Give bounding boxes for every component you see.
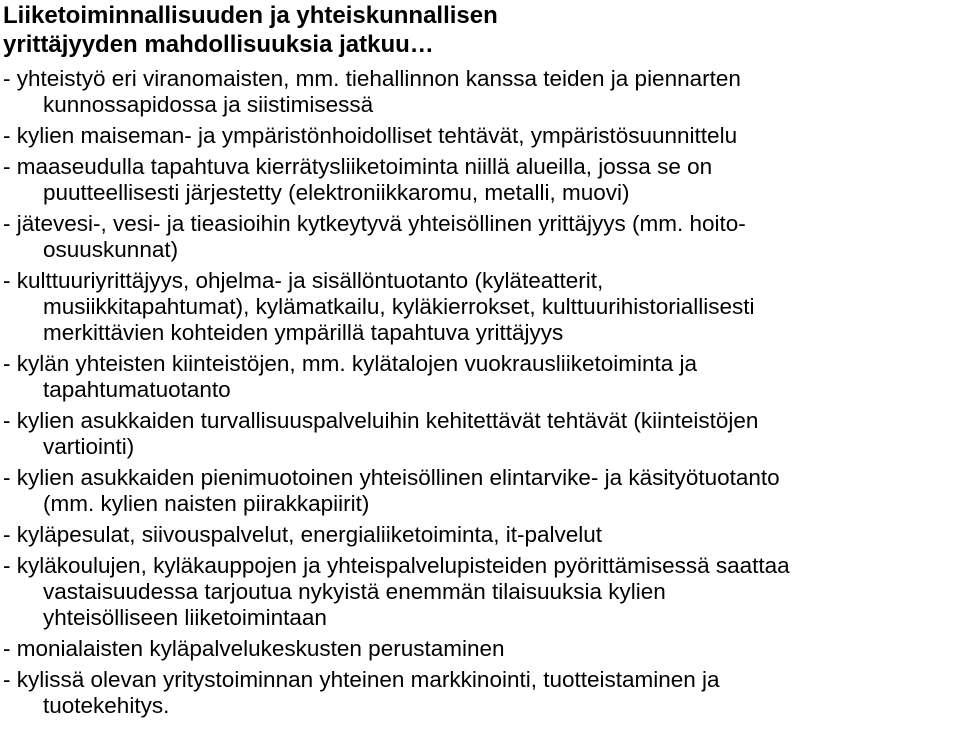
bullet-line: yhteisölliseen liiketoimintaan <box>43 605 327 630</box>
bullet-list <box>3 66 958 724</box>
bullet-item <box>3 211 958 263</box>
bullet-line: (mm. kylien naisten piirakkapiirit) <box>43 491 370 516</box>
bullet-line: - kylien asukkaiden turvallisuuspalveluihin kehitettävät tehtävät (kiinteistöjen <box>3 408 759 433</box>
bullet-item <box>3 268 958 346</box>
bullet-line: tuotekehitys. <box>43 693 170 718</box>
bullet-line: puutteellisesti järjestetty (elektroniikkaromu, metalli, muovi) <box>43 180 630 205</box>
bullet-line: - yhteistyö eri viranomaisten, mm. tiehallinnon kanssa teiden ja piennarten <box>3 66 741 91</box>
bullet-line: - kulttuuriyrittäjyys, ohjelma- ja sisällöntuotanto (kyläteatterit, <box>3 268 604 293</box>
bullet-line: musiikkitapahtumat), kylämatkailu, kyläkierrokset, kulttuurihistoriallisesti <box>43 294 755 319</box>
bullet-line: - kylien maiseman- ja ympäristönhoidolliset tehtävät, ympäristösuunnittelu <box>3 123 738 148</box>
bullet-line: - maaseudulla tapahtuva kierrätysliiketoiminta niillä alueilla, jossa se on <box>3 154 713 179</box>
bullet-item <box>3 66 958 118</box>
bullet-line: tapahtumatuotanto <box>43 377 231 402</box>
bullet-line: - jätevesi-, vesi- ja tieasioihin kytkeytyvä yhteisöllinen yrittäjyys (mm. hoito- <box>3 211 746 236</box>
bullet-item <box>3 465 958 517</box>
bullet-line: - monialaisten kyläpalvelukeskusten perustaminen <box>3 636 505 661</box>
slide-title-line: Liiketoiminnallisuuden ja yhteiskunnallisen <box>3 2 498 29</box>
bullet-line: - kylien asukkaiden pienimuotoinen yhteisöllinen elintarvike- ja käsityötuotanto <box>3 465 780 490</box>
bullet-line: - kyläpesulat, siivouspalvelut, energialiiketoiminta, it-palvelut <box>3 522 603 547</box>
bullet-line: - kyläkoulujen, kyläkauppojen ja yhteispalvelupisteiden pyörittämisessä saattaa <box>3 553 790 578</box>
slide-title <box>3 1 943 59</box>
bullet-item <box>3 553 958 631</box>
bullet-line: kunnossapidossa ja siistimisessä <box>43 92 374 117</box>
bullet-line: vartiointi) <box>43 434 135 459</box>
bullet-item <box>3 351 958 403</box>
bullet-line: vastaisuudessa tarjoutua nykyistä enemmän tilaisuuksia kylien <box>43 579 666 604</box>
bullet-line: osuuskunnat) <box>43 237 179 262</box>
bullet-item <box>3 154 958 206</box>
bullet-item <box>3 123 958 149</box>
bullet-item <box>3 408 958 460</box>
bullet-item <box>3 667 958 719</box>
bullet-line: - kylissä olevan yritystoiminnan yhteinen markkinointi, tuotteistaminen ja <box>3 667 720 692</box>
bullet-item <box>3 636 958 662</box>
bullet-line: - kylän yhteisten kiinteistöjen, mm. kylätalojen vuokrausliiketoiminta ja <box>3 351 698 376</box>
bullet-line: merkittävien kohteiden ympärillä tapahtuva yrittäjyys <box>43 320 564 345</box>
slide-title-line: yrittäjyyden mahdollisuuksia jatkuu… <box>3 31 434 58</box>
bullet-item <box>3 522 958 548</box>
